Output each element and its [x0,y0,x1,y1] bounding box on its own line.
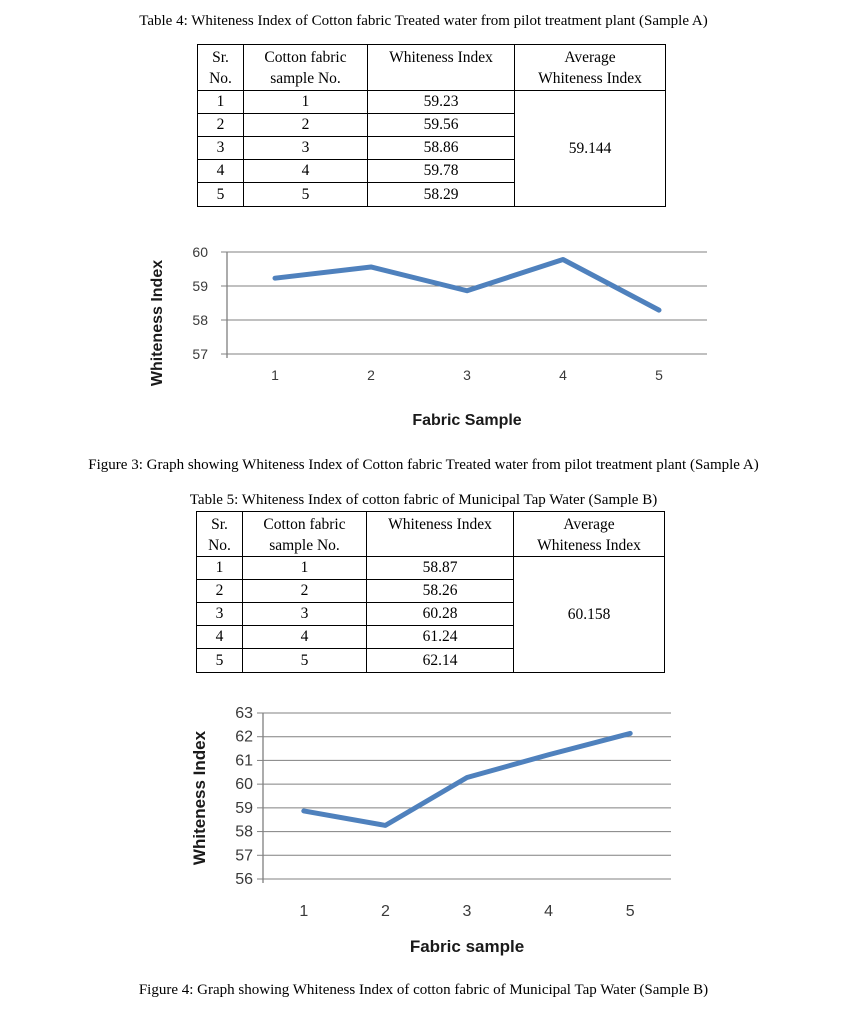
cell-sr: 5 [197,649,243,673]
table-row [197,557,665,580]
header-text: No. [209,70,232,87]
chart-canvas [140,234,720,434]
cell-sample: 1 [244,91,368,114]
cell-wi: 59.56 [368,114,515,137]
y-tick-label: 57 [192,346,208,362]
y-tick-label: 56 [235,871,253,888]
table-header-row [197,512,665,557]
cell-wi: 58.29 [368,183,515,207]
col-header-whiteness-index [367,512,514,557]
cell-sr: 4 [197,626,243,649]
col-header-average [514,512,665,557]
header-text: Whiteness Index [389,49,493,66]
cell-sample: 3 [243,603,367,626]
x-tick-label: 2 [367,367,375,383]
x-tick-label: 1 [271,367,279,383]
cell-sample: 1 [243,557,367,580]
table4 [197,44,666,207]
cell-sr: 3 [198,137,244,160]
x-axis-title: Fabric Sample [412,412,522,429]
cell-sr: 3 [197,603,243,626]
cell-wi: 62.14 [367,649,514,673]
figure3-caption: Figure 3: Graph showing Whiteness Index of Cotton fabric Treated water from pilot treatment plant (Sample A) [88,457,759,473]
header-text: Sr. [211,516,228,533]
cell-sample: 3 [244,137,368,160]
x-axis-title: Fabric sample [409,937,525,956]
cell-wi: 60.28 [367,603,514,626]
header-text: Sr. [212,49,229,66]
data-line [275,259,659,310]
table-row [198,91,666,114]
y-tick-label: 59 [235,799,253,817]
header-text: Whiteness Index [537,537,641,554]
figure4-caption: Figure 4: Graph showing Whiteness Index of cotton fabric of Municipal Tap Water (Sample B) [138,982,709,998]
chart-canvas [160,698,720,968]
header-text: Average [564,49,616,66]
cell-sr: 5 [198,183,244,207]
x-tick-label: 1 [299,903,309,920]
cell-wi: 59.23 [368,91,515,114]
cell-average: 59.144 [515,91,666,207]
col-header-sr-no [197,512,243,557]
y-tick-label: 59 [192,278,208,294]
y-tick-label: 63 [235,705,253,722]
table-header-row [198,45,666,91]
x-tick-label: 4 [544,903,554,920]
cell-wi: 59.78 [368,160,515,183]
cell-wi: 58.87 [367,557,514,580]
cell-sr: 1 [198,91,244,114]
cell-sample: 2 [244,114,368,137]
cell-sr: 4 [198,160,244,183]
header-text: Cotton fabric [263,516,346,533]
cell-sample: 4 [244,160,368,183]
cell-sr: 2 [198,114,244,137]
data-line [304,733,630,825]
x-tick-label: 2 [380,903,390,920]
col-header-sample-no [243,512,367,557]
y-tick-label: 60 [235,776,253,794]
y-tick-label: 58 [235,823,253,841]
col-header-sr-no [198,45,244,91]
cell-sample: 5 [244,183,368,207]
y-axis-title: Whiteness Index [190,730,209,866]
y-tick-label: 57 [235,847,253,865]
x-tick-label: 3 [462,903,472,920]
x-tick-label: 5 [625,903,635,920]
cell-sample: 5 [243,649,367,673]
cell-wi: 58.86 [368,137,515,160]
y-tick-label: 61 [235,752,253,770]
table5-title: Table 5: Whiteness Index of cotton fabric of Municipal Tap Water (Sample B) [189,492,658,508]
y-tick-label: 58 [192,312,208,328]
col-header-sample-no [244,45,368,91]
header-text: sample No. [270,70,341,87]
cell-sample: 4 [243,626,367,649]
cell-average: 60.158 [514,557,665,673]
table5 [196,511,665,673]
cell-sample: 2 [243,580,367,603]
x-tick-label: 5 [655,367,663,383]
whiteness-index-line-chart-sample-b [160,698,720,968]
y-axis-title: Whiteness Index [149,259,166,387]
header-text: sample No. [269,537,340,554]
cell-sr: 1 [197,557,243,580]
x-tick-label: 4 [559,367,567,383]
y-tick-label: 62 [235,728,253,746]
header-text: Average [563,516,615,533]
header-text: Whiteness Index [538,70,642,87]
header-text: No. [208,537,231,554]
table4-title: Table 4: Whiteness Index of Cotton fabric Treated water from pilot treatment plant (Sample A) [139,13,708,29]
whiteness-index-line-chart-sample-a [140,234,720,434]
header-text: Whiteness Index [388,516,492,533]
col-header-average [515,45,666,91]
x-tick-label: 3 [463,367,471,383]
cell-wi: 58.26 [367,580,514,603]
y-tick-label: 60 [192,244,208,260]
cell-sr: 2 [197,580,243,603]
header-text: Cotton fabric [264,49,347,66]
col-header-whiteness-index [368,45,515,91]
cell-wi: 61.24 [367,626,514,649]
